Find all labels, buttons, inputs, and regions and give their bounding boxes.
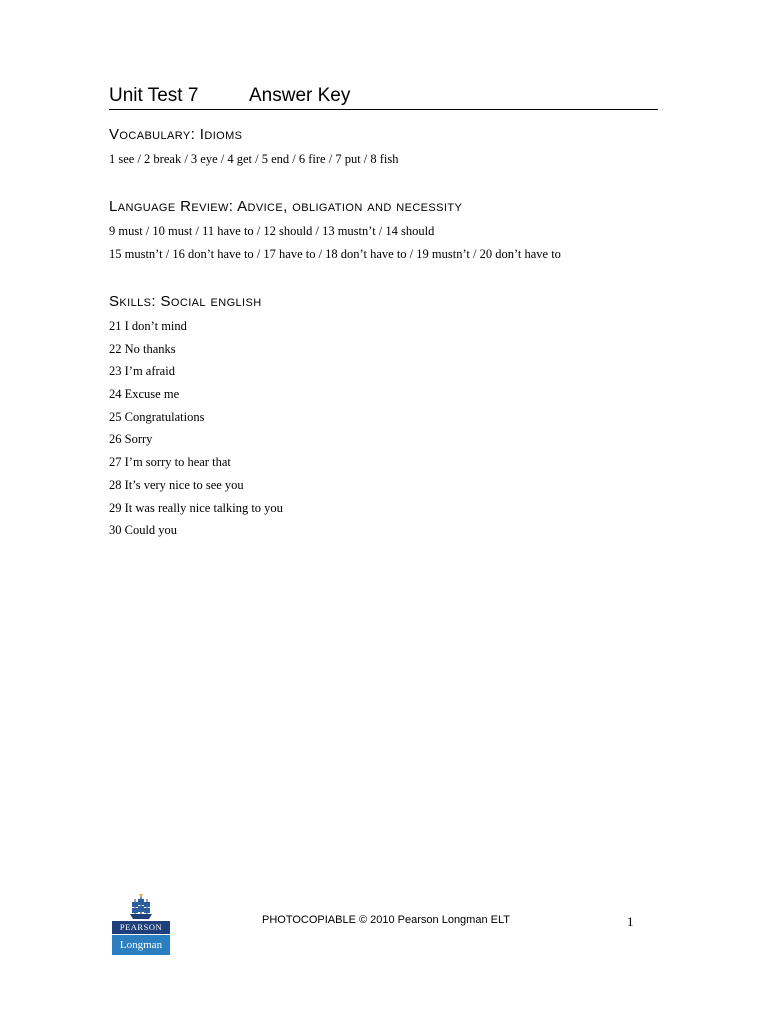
ship-icon: [129, 893, 153, 921]
list-item: 26 Sorry: [109, 432, 153, 447]
unit-title: Unit Test 7: [109, 85, 199, 106]
section-heading-language-review: Language Review: Advice, obligation and necessity: [109, 198, 463, 215]
page-number: 1: [627, 914, 634, 929]
answers-line-vocabulary: 1 see / 2 break / 3 eye / 4 get / 5 end / 6 fire / 7 put / 8 fish: [109, 152, 399, 166]
answers-line-language-review-1: 9 must / 10 must / 11 have to / 12 should / 13 mustn’t / 14 should: [109, 224, 435, 238]
section-heading-skills: Skills: Social english: [109, 293, 262, 310]
answers-line-language-review-2: 15 mustn’t / 16 don’t have to / 17 have to / 18 don’t have to / 19 mustn’t / 20 don’t have to: [109, 247, 561, 261]
list-item: 28 It’s very nice to see you: [109, 477, 244, 492]
answer-key-title: Answer Key: [249, 85, 351, 106]
list-item: 21 I don’t mind: [109, 319, 187, 333]
pearson-longman-logo: [112, 893, 170, 955]
footer-copyright: PHOTOCOPIABLE © 2010 Pearson Longman ELT: [262, 914, 510, 926]
list-item: 27 I’m sorry to hear that: [109, 455, 231, 470]
answers-list-skills: [109, 318, 283, 545]
logo-wordmark-top: PEARSON: [112, 921, 170, 934]
list-item: 29 It was really nice talking to you: [109, 500, 283, 515]
section-heading-vocabulary: Vocabulary: Idioms: [109, 126, 243, 143]
list-item: 24 Excuse me: [109, 387, 180, 402]
list-item: 22 No thanks: [109, 341, 176, 356]
list-item: 25 Congratulations: [109, 409, 205, 424]
list-item: 23 I’m afraid: [109, 364, 175, 379]
list-item: 30 Could you: [109, 523, 178, 538]
logo-wordmark-bottom: Longman: [112, 935, 170, 955]
page-title: [109, 84, 658, 110]
